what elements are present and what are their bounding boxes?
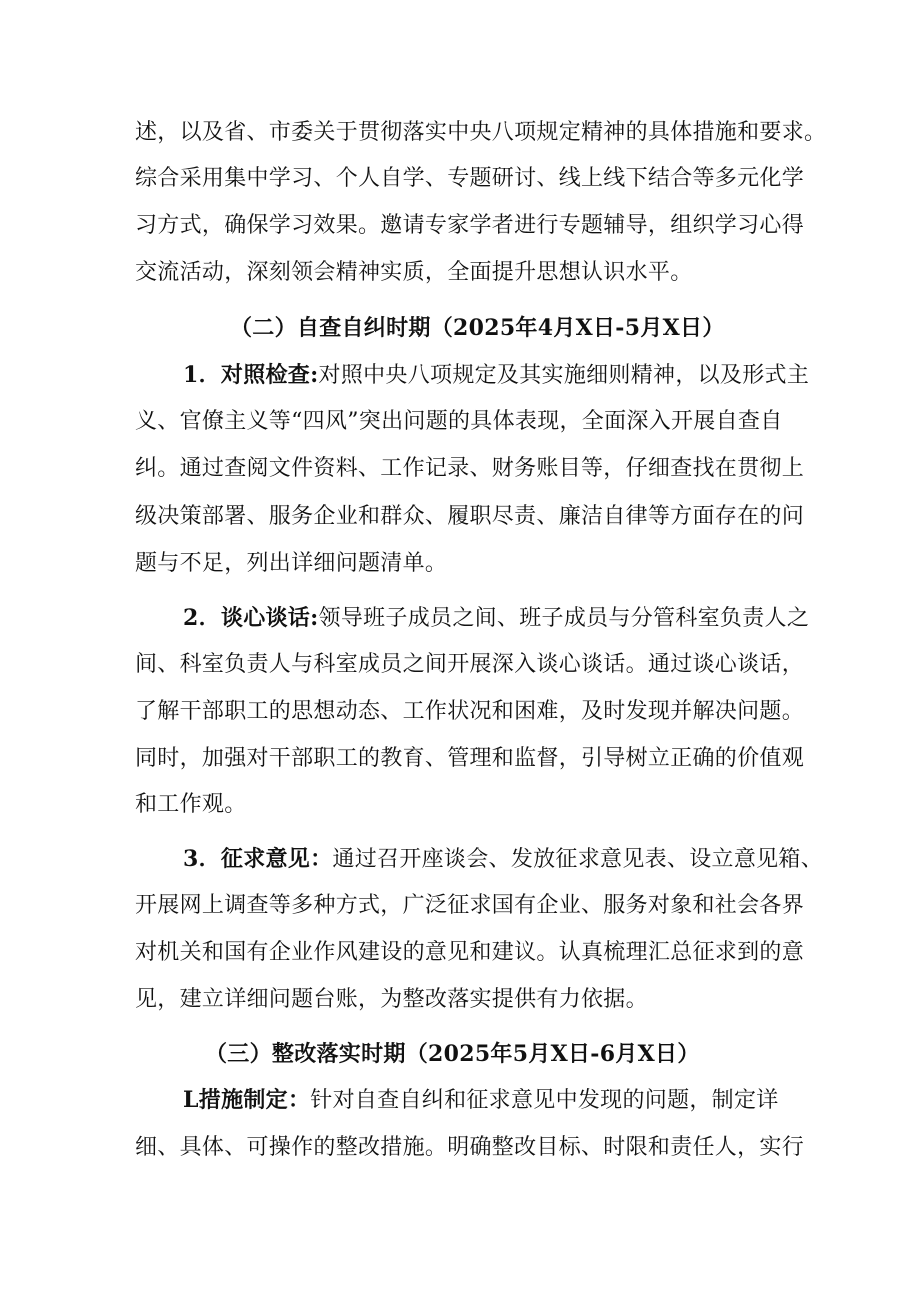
intro-line-1: 述，以及省、市委关于贯彻落实中央八项规定精神的具体措施和要求。 <box>135 120 827 145</box>
section2-item1-line-2: 义、官僚主义等“四风”突出问题的具体表现，全面深入开展自查自 <box>135 409 783 434</box>
section2-item2-line-5: 和工作观。 <box>135 792 247 817</box>
section2-item2-line-3: 了解干部职工的思想动态、工作状况和困难，及时发现并解决问题。 <box>135 699 805 724</box>
section2-item2-text: 领导班子成员之间、班子成员与分管科室负责人之 <box>318 606 810 631</box>
section2-item3-line-4: 见，建立详细问题台账，为整改落实提供有力依据。 <box>135 987 648 1012</box>
section2-item2-label: 2．谈心谈话: <box>183 605 319 631</box>
section2-item1-line-5: 题与不足，列出详细问题清单。 <box>135 551 448 576</box>
section2-item3-first-line <box>183 841 823 877</box>
intro-line-4: 交流活动，深刻领会精神实质，全面提升思想认识水平。 <box>135 260 693 285</box>
intro-line-3: 习方式，确保学习效果。邀请专家学者进行专题辅导，组织学习心得 <box>135 213 805 238</box>
section3-item1-first-line <box>183 1082 779 1118</box>
section2-item3-text: 通过召开座谈会、发放征求意见表、设立意见箱、 <box>332 847 824 872</box>
section2-item1-label: 1．对照检查: <box>183 362 319 388</box>
section2-item1-text: 对照中央八项规定及其实施细则精神，以及形式主 <box>318 363 810 388</box>
section2-item1-line-3: 纠。通过查阅文件资料、工作记录、财务账目等，仔细查找在贯彻上 <box>135 456 805 481</box>
section2-heading: （二）自查自纠时期（2025年4月X日-5月X日） <box>230 315 725 341</box>
section2-item2-line-4: 同时，加强对干部职工的教育、管理和监督，引导树立正确的价值观 <box>135 746 805 771</box>
section2-item2-line-2: 间、科室负责人与科室成员之间开展深入谈心谈话。通过谈心谈话， <box>135 652 805 677</box>
section3-item1-line-2: 细、具体、可操作的整改措施。明确整改目标、时限和责任人，实行 <box>135 1135 805 1160</box>
section3-item1-text: 针对自查自纠和征求意见中发现的问题，制定详 <box>310 1088 779 1113</box>
intro-line-2: 综合采用集中学习、个人自学、专题研讨、线上线下结合等多元化学 <box>135 166 805 191</box>
section2-item1-first-line <box>183 357 809 393</box>
section2-item3-label: 3．征求意见： <box>183 846 333 872</box>
section2-item1-line-4: 级决策部署、服务企业和群众、履职尽责、廉洁自律等方面存在的问 <box>135 504 805 529</box>
section2-item3-line-2: 开展网上调查等多种方式，广泛征求国有企业、服务对象和社会各界 <box>135 893 805 918</box>
section3-heading: （三）整改落实时期（2025年5月X日-6月X日） <box>205 1041 700 1067</box>
section2-item3-line-3: 对机关和国有企业作风建设的意见和建议。认真梳理汇总征求到的意 <box>135 940 805 965</box>
section2-item2-first-line <box>183 600 809 636</box>
section3-item1-label: L措施制定： <box>183 1087 311 1113</box>
